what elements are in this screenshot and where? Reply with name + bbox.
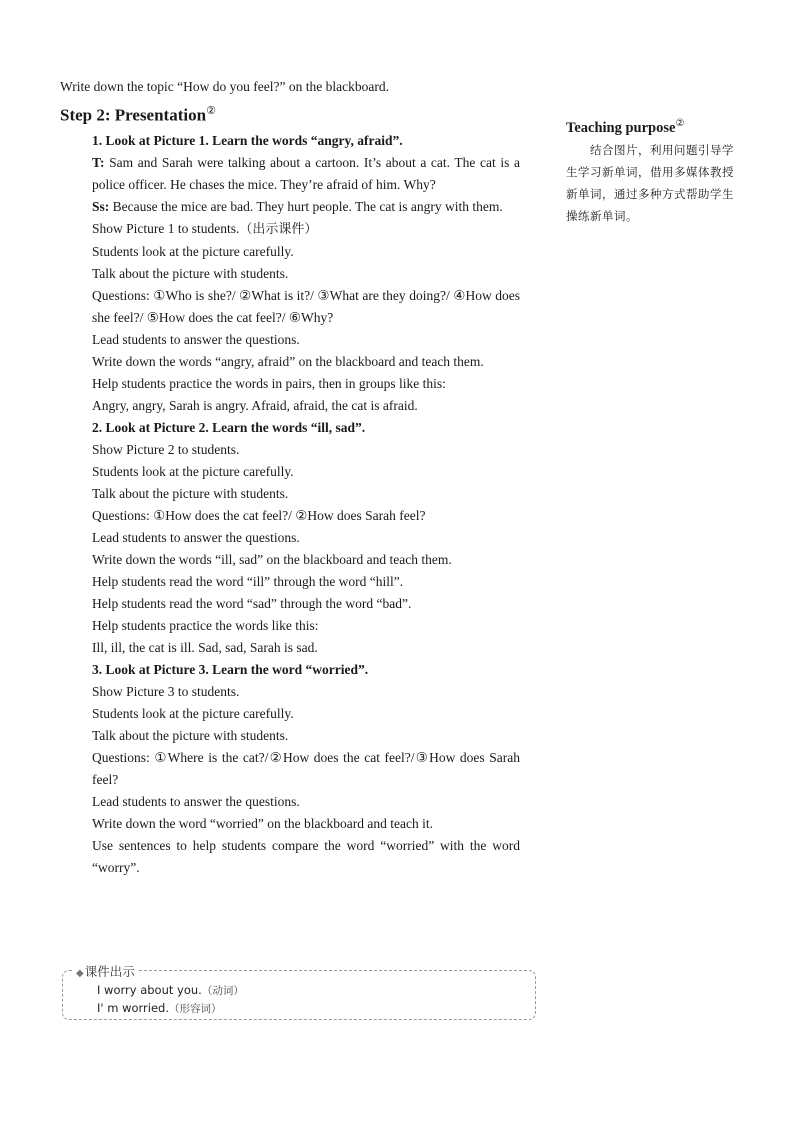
students-text: Because the mice are bad. They hurt people. The cat is angry with them. <box>109 198 503 214</box>
section-1-lead: Lead students to answer the questions. <box>92 331 300 347</box>
teaching-purpose-body: 结合图片，利用问题引导学生学习新单词，借用多媒体教授新单词，通过多种方式帮助学生操练新单词。 <box>566 142 734 223</box>
teaching-purpose-title <box>566 113 738 139</box>
section-1-show-text: Show Picture 1 to students. <box>92 220 240 236</box>
teaching-purpose-title-text: Teaching purpose <box>566 119 676 136</box>
section-3-lead: Lead students to answer the questions. <box>92 793 300 809</box>
courseware-box <box>62 964 536 1020</box>
section-2-help-practice: Help students practice the words like this: <box>92 617 319 633</box>
step-title: Step 2: Presentation <box>60 105 207 125</box>
courseware-line-1-note: （动词） <box>201 985 244 997</box>
teacher-dialogue <box>60 152 520 196</box>
section-1-heading: 1. Look at Picture 1. Learn the words “angry, afraid”. <box>92 132 403 148</box>
courseware-line-2-note: （形容词） <box>169 1003 222 1015</box>
students-label: Ss: <box>92 198 110 214</box>
section-2-help-ill: Help students read the word “ill” through the word “hill”. <box>92 573 404 589</box>
bullet-icon: ◆ <box>76 968 84 979</box>
section-2-lead: Lead students to answer the questions. <box>92 529 300 545</box>
section-2-questions: Questions: ①How does the cat feel?/ ②How does Sarah feel? <box>92 507 426 523</box>
section-2-heading: 2. Look at Picture 2. Learn the words “ill, sad”. <box>92 419 366 435</box>
courseware-line-2 <box>97 1000 222 1017</box>
teaching-purpose-footnote-mark: ② <box>675 118 685 129</box>
step-footnote-mark: ② <box>206 105 216 117</box>
courseware-line-1 <box>97 982 244 999</box>
section-3-use: Use sentences to help students compare the word “worried” with the word “worry”. <box>92 837 520 875</box>
courseware-line-1-text: I worry about you. <box>97 983 202 997</box>
section-3-show: Show Picture 3 to students. <box>92 683 240 699</box>
courseware-line-2-text: I' m worried. <box>97 1001 169 1015</box>
teacher-text: Sam and Sarah were talking about a cartoon. It’s about a cat. The cat is a police officer. He chases the mice. They’re afraid of him. Why? <box>92 154 520 192</box>
section-3-questions: Questions: ①Where is the cat?/②How does the cat feel?/③How does Sarah feel? <box>92 749 520 787</box>
teacher-label: T: <box>92 154 105 170</box>
section-3-look: Students look at the picture carefully. <box>92 705 294 721</box>
section-1-look: Students look at the picture carefully. <box>92 243 294 259</box>
section-3-talk: Talk about the picture with students. <box>92 727 289 743</box>
students-dialogue <box>60 196 520 218</box>
section-2-help-sad: Help students read the word “sad” through the word “bad”. <box>92 595 412 611</box>
step-heading <box>60 99 520 128</box>
section-2-chant: Ill, ill, the cat is ill. Sad, sad, Sarah is sad. <box>92 639 318 655</box>
teaching-purpose-sidebar <box>566 113 738 227</box>
section-1-chant: Angry, angry, Sarah is angry. Afraid, afraid, the cat is afraid. <box>92 397 418 413</box>
courseware-box-title-text: 课件出示 <box>84 964 135 979</box>
section-2-talk: Talk about the picture with students. <box>92 485 289 501</box>
lesson-main-column <box>60 76 520 879</box>
section-3-write: Write down the word “worried” on the blackboard and teach it. <box>92 815 433 831</box>
courseware-box-title <box>73 962 138 980</box>
section-1-questions: Questions: ①Who is she?/ ②What is it?/ ③What are they doing?/ ④How does she feel?/ ⑤How does the cat feel?/ ⑥Why? <box>92 287 520 325</box>
section-1-talk: Talk about the picture with students. <box>92 265 289 281</box>
section-2-write: Write down the words “ill, sad” on the blackboard and teach them. <box>92 551 452 567</box>
section-1-show <box>60 218 520 241</box>
courseware-note: （出示课件） <box>239 221 318 237</box>
section-1-help: Help students practice the words in pairs, then in groups like this: <box>92 375 446 391</box>
section-1-write: Write down the words “angry, afraid” on the blackboard and teach them. <box>92 353 484 369</box>
section-2-look: Students look at the picture carefully. <box>92 463 294 479</box>
section-3-heading: 3. Look at Picture 3. Learn the word “worried”. <box>92 661 369 677</box>
section-2-show: Show Picture 2 to students. <box>92 441 240 457</box>
intro-line: Write down the topic “How do you feel?” on the blackboard. <box>60 79 389 94</box>
